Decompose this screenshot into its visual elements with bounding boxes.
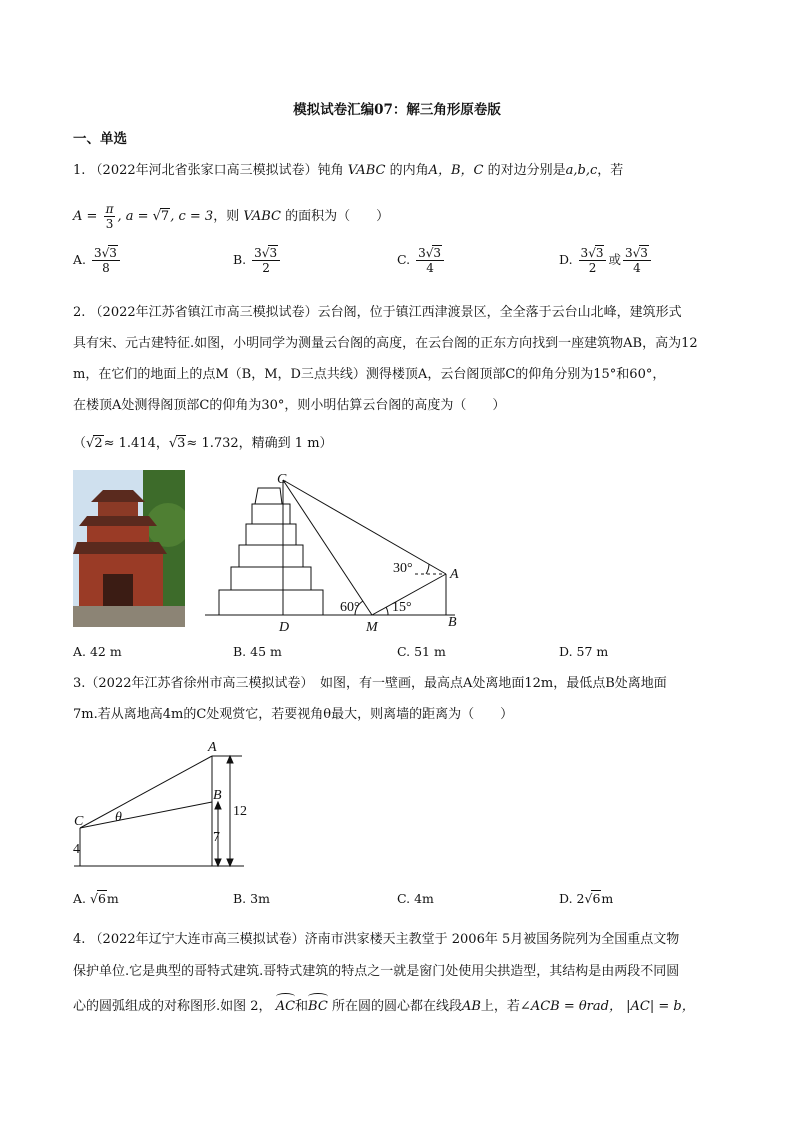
coef: 3 <box>254 246 262 260</box>
coef: 3 <box>94 246 102 260</box>
radicand: 3 <box>640 246 648 260</box>
q2-stem-line3: m，在它们的地面上的点M（B，M，D三点共线）测得楼顶A，云台阁顶部C的仰角分别为15°和60°， <box>73 367 666 382</box>
q1-option-a[interactable] <box>73 246 122 275</box>
tier-2 <box>231 567 311 590</box>
q1-stem-line1 <box>73 161 623 181</box>
q1-option-c-value: $\frac{3√3}{4}$ <box>416 246 444 275</box>
q2-line1: （2022年江苏省镇江市高三模拟试卷）云台阁，位于镇江西津渡景区，全全落于云台山北峰，建筑形式 <box>89 305 682 320</box>
den: 2 <box>262 261 270 275</box>
q3-arrow-7-bottom <box>215 859 221 866</box>
q3-arrow-12-top <box>227 756 233 763</box>
coef: 3 <box>580 246 589 260</box>
q1-pi: π <box>105 202 114 216</box>
label-M: M <box>366 620 378 633</box>
q1-text: 钝角 <box>317 163 344 178</box>
option-label: B. <box>233 252 247 267</box>
unit: m <box>601 891 614 906</box>
q3-option-a[interactable]: A. √6m <box>73 891 119 906</box>
q1-text: 的对边分别是 <box>487 163 566 178</box>
q4-number: 4. <box>73 932 86 947</box>
q2-option-c[interactable]: C. 51 m <box>397 644 446 659</box>
option-label: C. <box>397 252 411 267</box>
hint-text: ≈ 1.414， <box>103 436 169 451</box>
q4-stem-line1 <box>73 930 679 950</box>
photo-roof-low <box>73 542 167 554</box>
q3-stem-line2: 7m.若从离地高4m的C处观赏它，若要视角θ最大，则离墙的距离为（ ） <box>73 707 514 722</box>
q1-triangle: VABC <box>347 163 386 178</box>
radicand: 3 <box>269 246 278 260</box>
q3-label-4: 4 <box>73 842 80 857</box>
q1-sqrt7: 7 <box>160 209 170 224</box>
q4-segment-AB: AB <box>461 999 481 1014</box>
q4-text: 和 <box>295 999 309 1014</box>
q1-option-d-value1: $\frac{3√3}{2}$ <box>579 246 607 275</box>
q2-option-d[interactable]: D. 57 m <box>559 644 609 659</box>
q2-option-b[interactable]: B. 45 m <box>233 644 282 659</box>
tier-3 <box>239 545 303 567</box>
q4-arc-AC: AC <box>276 997 295 1017</box>
q4-arc-BC: BC <box>308 997 328 1017</box>
q3-line-CA <box>80 756 212 828</box>
line-CM <box>283 480 372 615</box>
line-CA <box>283 480 446 574</box>
q1-text: ，则 <box>213 209 240 224</box>
q3-label-12: 12 <box>233 804 247 819</box>
hint-text: （ <box>73 436 87 451</box>
radicand: 6 <box>592 891 601 906</box>
label-D: D <box>279 620 290 633</box>
q1-cond-A: A = <box>73 209 98 224</box>
den: 2 <box>588 261 597 275</box>
den: 8 <box>102 261 110 275</box>
option-label: D. <box>559 891 573 906</box>
coef: 3 <box>625 246 633 260</box>
q3-option-c[interactable]: C. 4m <box>397 891 434 906</box>
q2-diagram <box>200 468 470 633</box>
label-30deg: 30° <box>393 561 413 576</box>
q1-pi-over-3 <box>104 202 116 231</box>
q4-text: 心的圆弧组成的对称图形.如图 2， <box>73 999 272 1014</box>
q1-option-c[interactable] <box>397 246 446 275</box>
q3-line-CB <box>80 802 212 828</box>
tier-4 <box>246 524 296 545</box>
q2-stem-line2: 具有宋、元古建特征.如图，小明同学为测量云台阁的高度，在云台阁的正东方向找到一座建筑物AB，高为12 <box>73 336 698 351</box>
q1-three: 3 <box>105 217 114 231</box>
q1-text: ，若 <box>597 163 624 178</box>
q4-stem-line3 <box>73 997 695 1017</box>
q3-diagram <box>70 738 250 870</box>
photo-floor-3 <box>98 502 138 516</box>
radicand: 3 <box>109 246 117 260</box>
q1-cond-a: , a = <box>117 209 149 224</box>
q1-sides: a,b,c <box>565 163 598 178</box>
option-label: D. <box>559 252 573 267</box>
den: 4 <box>633 261 641 275</box>
q1-angles: A，B，C <box>428 163 484 178</box>
tier-5 <box>252 504 290 524</box>
tier-1 <box>219 590 323 615</box>
q2-stem-line1 <box>73 303 682 323</box>
q3-label-C: C <box>74 814 84 829</box>
q4-abs-AC: |AC| = b， <box>626 999 695 1014</box>
q1-option-d[interactable] <box>559 246 653 275</box>
angle-15-arc <box>386 607 388 615</box>
radicand: 6 <box>97 891 106 906</box>
q2-number: 2. <box>73 305 86 320</box>
q3-label-theta: θ <box>115 810 122 825</box>
q1-option-d-value2: $\frac{3√3}{4}$ <box>623 246 651 275</box>
unit: m <box>106 891 119 906</box>
q2-option-a[interactable]: A. 42 m <box>73 644 122 659</box>
option-label: A. <box>73 891 87 906</box>
hint-sqrt2: 2 <box>94 436 103 451</box>
or-word: 或 <box>608 252 621 267</box>
q3-number: 3. <box>73 676 86 691</box>
label-60deg: 60° <box>340 600 360 615</box>
coef: 2 <box>576 891 585 906</box>
photo-roof-mid <box>79 516 157 526</box>
q4-text: 上，若 <box>480 999 520 1014</box>
q1-number: 1. <box>73 163 86 178</box>
photo-ground <box>73 606 185 627</box>
pavilion-photo <box>73 470 185 627</box>
q3-arrow-7-top <box>215 802 221 809</box>
label-A: A <box>450 567 459 582</box>
option-label: A. <box>73 252 87 267</box>
q3-option-d[interactable]: D. 2√6m <box>559 891 614 906</box>
q3-line1: （2022年江苏省徐州市高三模拟试卷） 如图，有一壁画，最高点A处离地面12m，最低点B处离地面 <box>85 676 667 691</box>
hint-sqrt3: 3 <box>177 436 186 451</box>
q1-stem-line2: A = $\frac{\pi}{3}$ , a = √7, c = 3，则 VABC 的面积为（ ） <box>73 202 390 231</box>
q3-label-B: B <box>213 788 222 803</box>
coef: 3 <box>418 246 426 260</box>
q1-option-a-value: $\frac{3√3}{8}$ <box>92 246 120 275</box>
label-B: B <box>448 615 457 630</box>
q3-stem-line1 <box>73 674 667 694</box>
q1-option-b[interactable] <box>233 246 282 275</box>
q3-label-7: 7 <box>213 830 220 845</box>
q4-angle: ∠ACB = θrad， <box>519 999 622 1014</box>
q4-stem-line2: 保护单位.它是典型的哥特式建筑.哥特式建筑的特点之一就是窗门处使用尖拱造型，其结构是由两段不同圆 <box>73 964 680 979</box>
q3-option-b[interactable]: B. 3m <box>233 891 270 906</box>
q1-triangle-2: VABC <box>243 209 281 224</box>
q3-arrow-12-bottom <box>227 859 233 866</box>
tier-top <box>255 488 282 504</box>
angle-30-arc <box>426 564 429 574</box>
q4-text: 所在圆的圆心都在线段 <box>331 999 462 1014</box>
label-15deg: 15° <box>392 600 412 615</box>
q2-hint: （√2≈ 1.414，√3≈ 1.732，精确到 1 m） <box>73 436 333 451</box>
q1-text: 的内角 <box>389 163 429 178</box>
radicand: 3 <box>433 246 442 260</box>
q1-option-b-value: $\frac{3√3}{2}$ <box>252 246 280 275</box>
q1-ask: 的面积为（ ） <box>285 209 390 224</box>
hint-text: ≈ 1.732，精确到 1 m） <box>186 436 333 451</box>
den: 4 <box>426 261 434 275</box>
q3-label-A: A <box>208 740 217 755</box>
q1-cond-c: , c = 3 <box>170 209 214 224</box>
page-title: 模拟试卷汇编07：解三角形原卷版 <box>293 102 501 118</box>
q4-line1: （2022年辽宁大连市高三模拟试卷）济南市洪家楼天主教堂于 2006年 5月被国务院列为全国重点文物 <box>89 932 680 947</box>
radicand: 3 <box>595 246 604 260</box>
q1-source: （2022年河北省张家口高三模拟试卷） <box>89 163 318 178</box>
photo-floor-2 <box>87 526 149 542</box>
q2-stem-line4: 在楼顶A处测得阁顶部C的仰角为30°，则小明估算云台阁的高度为（ ） <box>73 398 506 413</box>
photo-door <box>103 574 133 606</box>
section-heading: 一、单选 <box>73 131 127 147</box>
label-C: C <box>277 472 287 487</box>
